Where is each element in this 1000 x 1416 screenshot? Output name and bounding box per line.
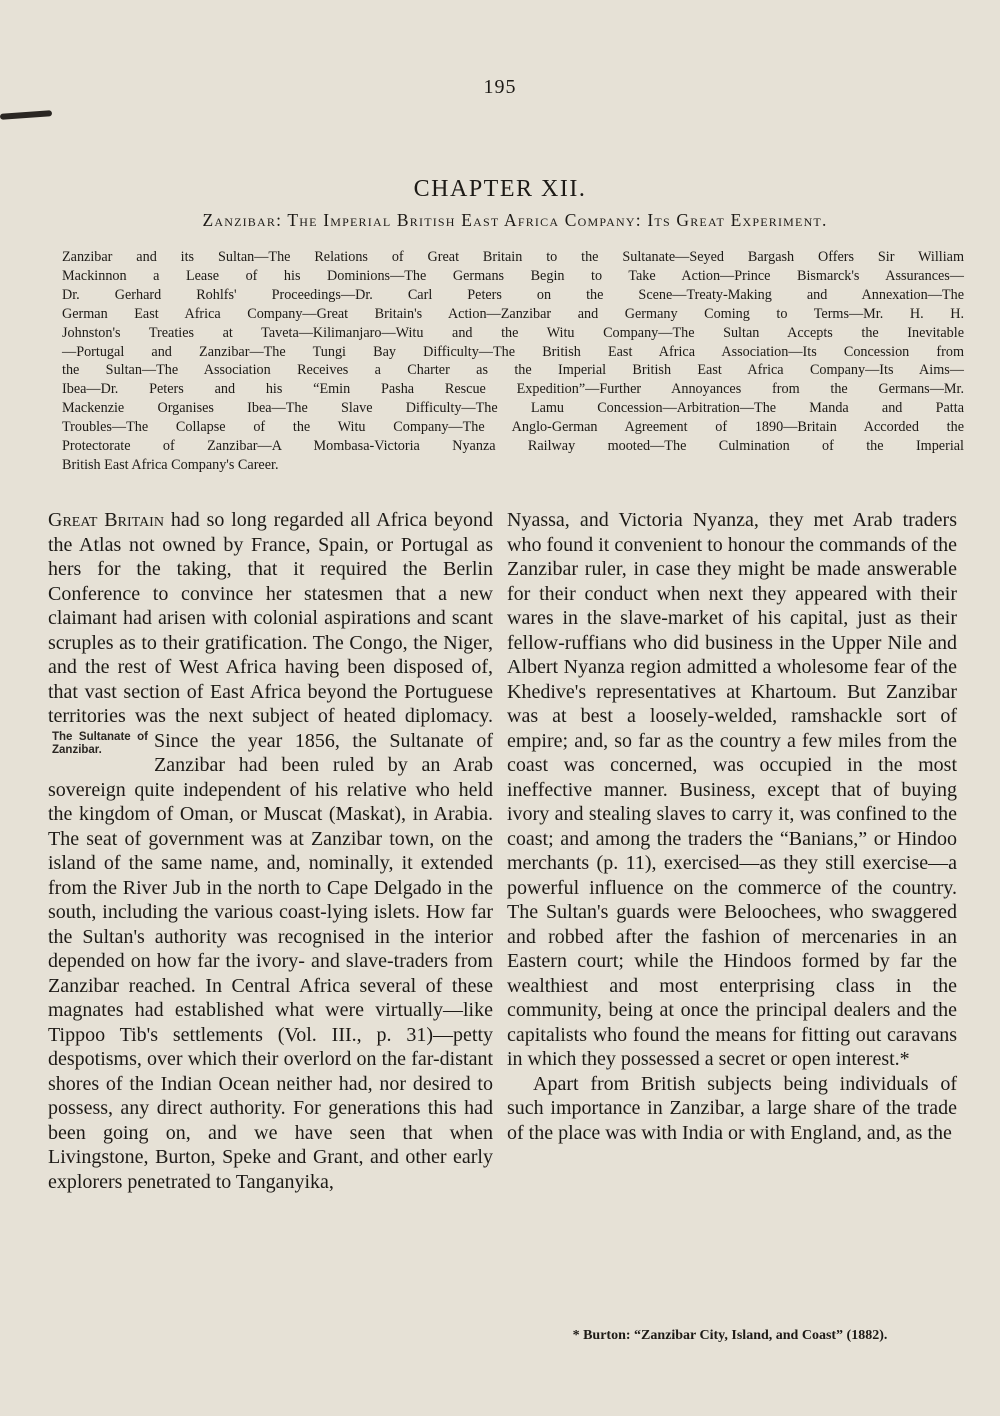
chapter-subtitle: Zanzibar: The Imperial British East Africa Company: Its Great Experiment. [202, 210, 828, 230]
left-column [48, 508, 493, 1194]
synopsis-line: the Sultan—The Association Receives a Charter as the Imperial British East Africa Company—Its Aims— [62, 362, 964, 379]
synopsis-line: Mackenzie Organises Ibea—The Slave Difficulty—The Lamu Concession—Arbitration—The Manda and Patta [62, 400, 964, 417]
body-paragraph [48, 508, 493, 1194]
body-paragraph: Nyassa, and Victoria Nyanza, they met Arab traders who found it convenient to honour the commands of the Zanzibar ruler, in case they might be made answerable for their conduct when next they appeared with their wares in the slave-market of his capital, just as their fellow-ruffians who did business in the Upper Nile and Albert Nyanza region admitted a wholesome fear of the Khedive's representatives at Khartoum. But Zanzibar was at best a loosely-welded, ramshackle sort of empire; and, so far as the country a few miles from the coast was concerned, was occupied in the most ineffective manner. Business, except that of buying ivory and stealing slaves to carry it, was confined to the coast; and among the traders the “Banians,” or Hindoo merchants (p. 11), exercised—as they still exercise—a powerful influence on the commerce of the country. The Sultan's guards were Beloochees, who swaggered and robbed after the fashion of mercenaries in an Eastern court; while the Hindoos formed by far the wealthiest and most enterprising class in the community, being at once the principal dealers and the capitalists who found the means for fitting out caravans in which they possessed a secret or open interest.* [507, 509, 957, 1070]
chapter-title: CHAPTER XII. [413, 176, 587, 202]
body-paragraph: Apart from British subjects being individuals of such importance in Zanzibar, a large share of the trade of the place was with India or with England, and, as the [507, 1072, 957, 1144]
chapter-synopsis [62, 248, 964, 475]
page-edge-mark [0, 110, 52, 120]
synopsis-line: German East Africa Company—Great Britain's Action—Zanzibar and Germany Coming to Terms—Mr. H. H. [62, 305, 964, 322]
synopsis-line: Troubles—The Collapse of the Witu Company—The Anglo-German Agreement of 1890—Britain Accorded the [62, 419, 964, 436]
synopsis-line: Mackinnon a Lease of his Dominions—The Germans Begin to Take Action—Prince Bismarck's Assurances— [62, 267, 964, 284]
synopsis-line: Ibea—Dr. Peters and his “Emin Pasha Rescue Expedition”—Further Annoyances from the Germans—Mr. [62, 381, 964, 398]
synopsis-line: Johnston's Treaties at Taveta—Kilimanjaro—Witu and the Witu Company—The Sultan Accepts the Inevitable [62, 324, 964, 341]
synopsis-line: —Portugal and Zanzibar—The Tungi Bay Difficulty—The British East Africa Association—Its Concession from [62, 343, 964, 360]
opening-words: Great Britain [48, 509, 164, 531]
paragraph-text: Sultanate of Zanzibar had been ruled by an Arab sovereign quite independent of his relative who held the kingdom of Oman, or Muscat (Maskat), in Arabia. The seat of government was at Zanzibar town, on the island of the same name, and, nominally, it extended from the River Jub in the north to Cape Delgado in the south, including the various coast-lying islets. How far the Sultan's authority was recognised in the interior depended on how far the ivory- and slave-traders from Zanzibar reached. In Central Africa several of these magnates had established what were virtually—like Tippoo Tib's settlements (Vol. III., p. 31)—petty despotisms, over which their overlord on the far-distant shores of the Indian Ocean neither had, nor desired to possess, any direct authority. For generations this had been going on, and we have seen that when Livingstone, Burton, Speke and Grant, and other early explorers penetrated to Tanganyika, [48, 729, 493, 1193]
synopsis-line: Dr. Gerhard Rohlfs' Proceedings—Dr. Carl Peters on the Scene—Treaty-Making and Annexation—The [62, 286, 964, 303]
synopsis-line: Protectorate of Zanzibar—A Mombasa-Victoria Nyanza Railway mooted—The Culmination of the Imperial [62, 438, 964, 455]
synopsis-line: British East Africa Company's Career. [62, 456, 279, 473]
paragraph-text: had so long regarded all Africa beyond the Atlas not owned by France, Spain, or Portugal as hers for the taking, that it required the Berlin Conference to convince her statesmen that a new claimant had arisen with colonial aspirations and scant scruples as to their gratification. The Congo, the Niger, and the rest of West Africa having been disposed of, that vast section of East Africa beyond the Portuguese territories was the next subject of heated diplomacy. Since the year 1856, the [48, 509, 493, 752]
page-number: 195 [483, 76, 517, 98]
margin-note: The Sultanate of Zanzibar. [52, 730, 148, 756]
right-column [507, 508, 957, 1145]
footnote: * Burton: “Zanzibar City, Island, and Coast” (1882). [572, 1328, 888, 1343]
synopsis-line: Zanzibar and its Sultan—The Relations of Great Britain to the Sultanate—Seyed Bargash Offers Sir William [62, 249, 964, 265]
